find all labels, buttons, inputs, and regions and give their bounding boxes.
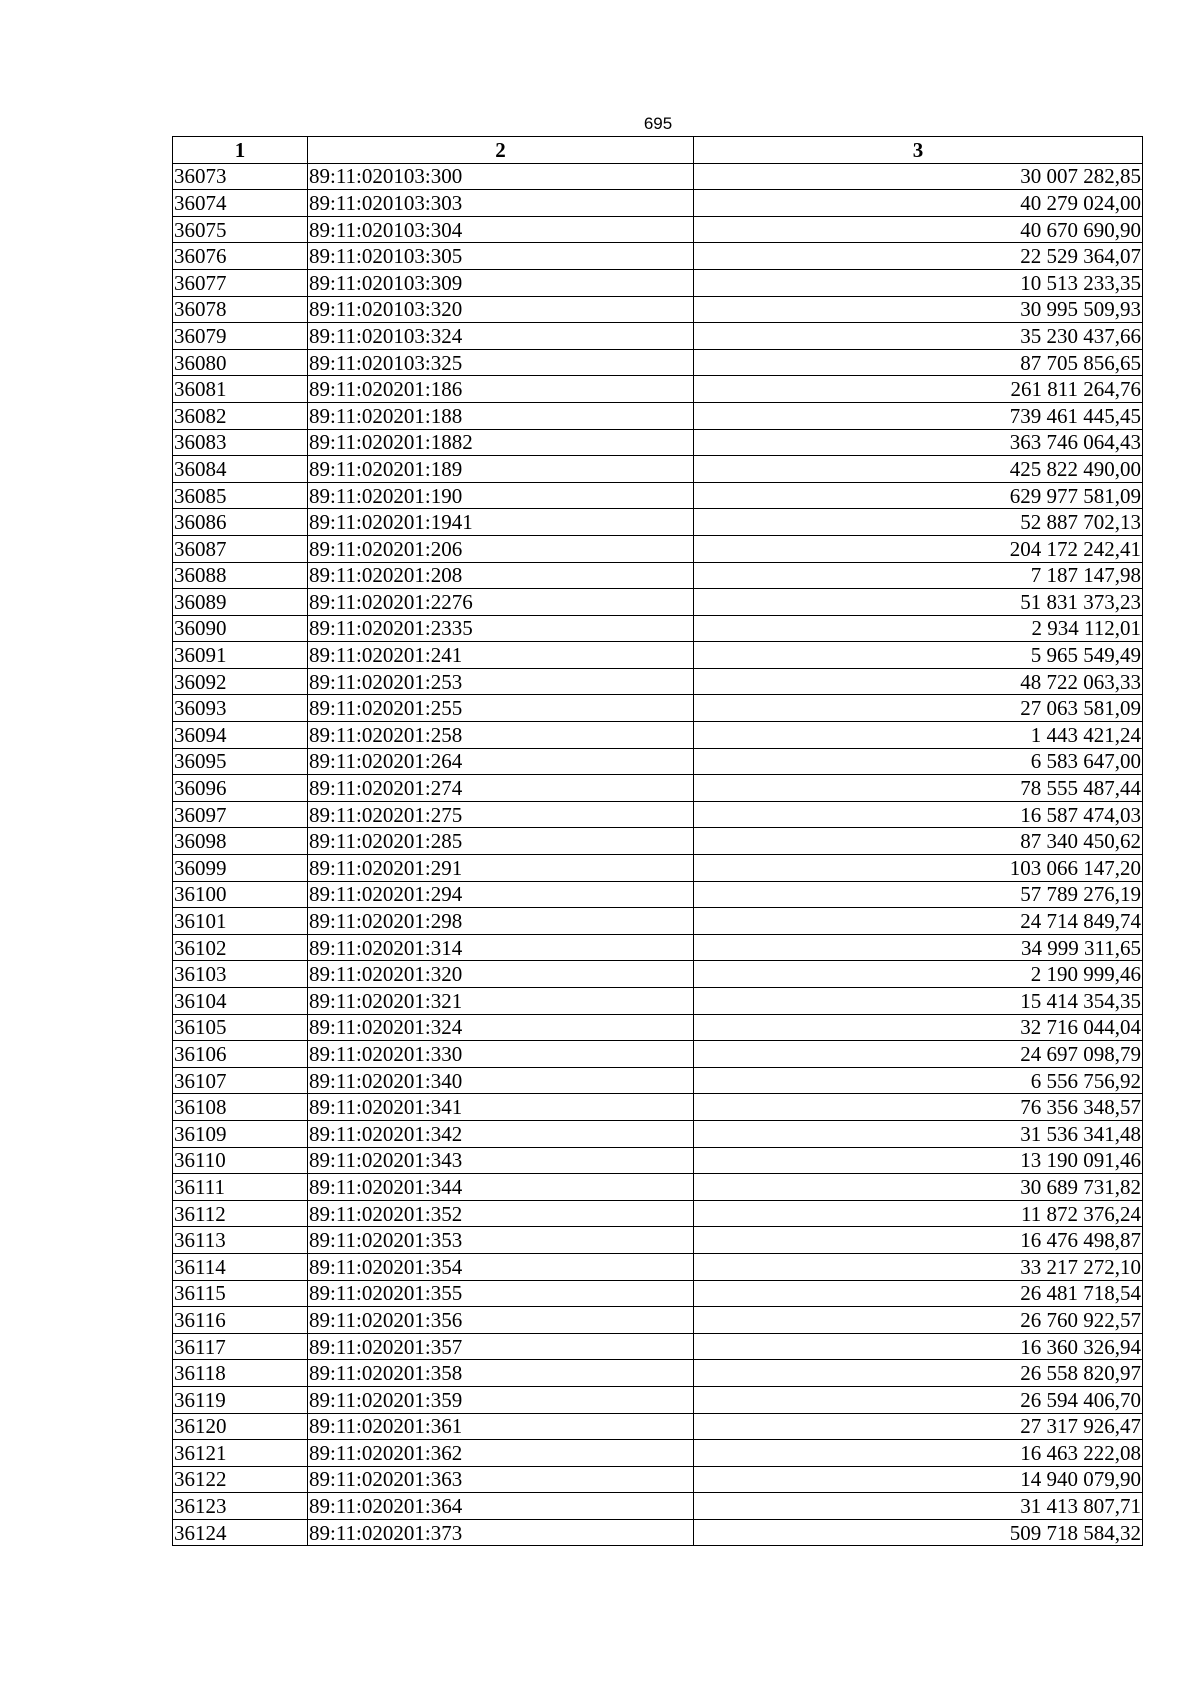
cadastral-number-cell: 89:11:020103:303 <box>308 190 694 217</box>
table-row <box>173 429 1143 456</box>
value-cell: 2 190 999,46 <box>694 961 1143 988</box>
row-number-cell: 36096 <box>173 775 308 802</box>
value-cell: 27 063 581,09 <box>694 695 1143 722</box>
row-number-cell: 36089 <box>173 589 308 616</box>
value-cell: 16 360 326,94 <box>694 1333 1143 1360</box>
table-row <box>173 881 1143 908</box>
value-cell: 40 670 690,90 <box>694 216 1143 243</box>
table-row <box>173 1174 1143 1201</box>
cadastral-number-cell: 89:11:020201:343 <box>308 1147 694 1174</box>
table-row <box>173 1440 1143 1467</box>
table-row <box>173 1413 1143 1440</box>
cadastral-number-cell: 89:11:020201:359 <box>308 1386 694 1413</box>
value-cell: 22 529 364,07 <box>694 243 1143 270</box>
cadastral-number-cell: 89:11:020201:364 <box>308 1493 694 1520</box>
row-number-cell: 36086 <box>173 509 308 536</box>
row-number-cell: 36122 <box>173 1466 308 1493</box>
table-row <box>173 988 1143 1015</box>
cadastral-number-cell: 89:11:020103:300 <box>308 163 694 190</box>
table-row <box>173 695 1143 722</box>
table-row <box>173 216 1143 243</box>
registry-table <box>172 136 1143 1546</box>
value-cell: 34 999 311,65 <box>694 934 1143 961</box>
cadastral-number-cell: 89:11:020201:255 <box>308 695 694 722</box>
cadastral-number-cell: 89:11:020201:356 <box>308 1307 694 1334</box>
table-row <box>173 376 1143 403</box>
cadastral-number-cell: 89:11:020201:362 <box>308 1440 694 1467</box>
table-row <box>173 269 1143 296</box>
row-number-cell: 36079 <box>173 323 308 350</box>
table-row <box>173 1067 1143 1094</box>
table-row <box>173 615 1143 642</box>
table-row <box>173 1493 1143 1520</box>
value-cell: 32 716 044,04 <box>694 1014 1143 1041</box>
row-number-cell: 36118 <box>173 1360 308 1387</box>
value-cell: 6 583 647,00 <box>694 748 1143 775</box>
table-row <box>173 1333 1143 1360</box>
cadastral-number-cell: 89:11:020201:189 <box>308 456 694 483</box>
row-number-cell: 36092 <box>173 668 308 695</box>
value-cell: 87 705 856,65 <box>694 349 1143 376</box>
table-row <box>173 190 1143 217</box>
table-row <box>173 908 1143 935</box>
cadastral-number-cell: 89:11:020103:309 <box>308 269 694 296</box>
table-row <box>173 402 1143 429</box>
cadastral-number-cell: 89:11:020103:324 <box>308 323 694 350</box>
row-number-cell: 36084 <box>173 456 308 483</box>
cadastral-number-cell: 89:11:020201:354 <box>308 1253 694 1280</box>
value-cell: 16 587 474,03 <box>694 801 1143 828</box>
value-cell: 14 940 079,90 <box>694 1466 1143 1493</box>
table-body <box>173 163 1143 1546</box>
row-number-cell: 36120 <box>173 1413 308 1440</box>
row-number-cell: 36107 <box>173 1067 308 1094</box>
row-number-cell: 36101 <box>173 908 308 935</box>
value-cell: 363 746 064,43 <box>694 429 1143 456</box>
cadastral-number-cell: 89:11:020201:363 <box>308 1466 694 1493</box>
row-number-cell: 36121 <box>173 1440 308 1467</box>
value-cell: 10 513 233,35 <box>694 269 1143 296</box>
row-number-cell: 36100 <box>173 881 308 908</box>
value-cell: 30 007 282,85 <box>694 163 1143 190</box>
table-row <box>173 722 1143 749</box>
value-cell: 24 697 098,79 <box>694 1041 1143 1068</box>
cadastral-number-cell: 89:11:020201:361 <box>308 1413 694 1440</box>
table-row <box>173 1014 1143 1041</box>
table-row <box>173 323 1143 350</box>
value-cell: 30 995 509,93 <box>694 296 1143 323</box>
cadastral-number-cell: 89:11:020201:353 <box>308 1227 694 1254</box>
cadastral-number-cell: 89:11:020201:275 <box>308 801 694 828</box>
cadastral-number-cell: 89:11:020201:298 <box>308 908 694 935</box>
row-number-cell: 36109 <box>173 1120 308 1147</box>
value-cell: 16 463 222,08 <box>694 1440 1143 1467</box>
cadastral-number-cell: 89:11:020201:342 <box>308 1120 694 1147</box>
value-cell: 27 317 926,47 <box>694 1413 1143 1440</box>
cadastral-number-cell: 89:11:020103:305 <box>308 243 694 270</box>
row-number-cell: 36111 <box>173 1174 308 1201</box>
row-number-cell: 36083 <box>173 429 308 456</box>
table-row <box>173 482 1143 509</box>
value-cell: 425 822 490,00 <box>694 456 1143 483</box>
row-number-cell: 36117 <box>173 1333 308 1360</box>
row-number-cell: 36108 <box>173 1094 308 1121</box>
row-number-cell: 36075 <box>173 216 308 243</box>
value-cell: 40 279 024,00 <box>694 190 1143 217</box>
value-cell: 7 187 147,98 <box>694 562 1143 589</box>
table-row <box>173 1466 1143 1493</box>
table-row <box>173 1120 1143 1147</box>
value-cell: 6 556 756,92 <box>694 1067 1143 1094</box>
value-cell: 5 965 549,49 <box>694 642 1143 669</box>
cadastral-number-cell: 89:11:020201:355 <box>308 1280 694 1307</box>
cadastral-number-cell: 89:11:020201:241 <box>308 642 694 669</box>
value-cell: 31 413 807,71 <box>694 1493 1143 1520</box>
table-row <box>173 668 1143 695</box>
value-cell: 52 887 702,13 <box>694 509 1143 536</box>
table-row <box>173 589 1143 616</box>
cadastral-number-cell: 89:11:020201:2276 <box>308 589 694 616</box>
table-row <box>173 456 1143 483</box>
value-cell: 57 789 276,19 <box>694 881 1143 908</box>
cadastral-number-cell: 89:11:020201:294 <box>308 881 694 908</box>
row-number-cell: 36114 <box>173 1253 308 1280</box>
cadastral-number-cell: 89:11:020201:208 <box>308 562 694 589</box>
table-row <box>173 775 1143 802</box>
table-row <box>173 642 1143 669</box>
value-cell: 33 217 272,10 <box>694 1253 1143 1280</box>
cadastral-number-cell: 89:11:020201:264 <box>308 748 694 775</box>
row-number-cell: 36112 <box>173 1200 308 1227</box>
table-row <box>173 535 1143 562</box>
value-cell: 2 934 112,01 <box>694 615 1143 642</box>
row-number-cell: 36113 <box>173 1227 308 1254</box>
header-row <box>173 137 1143 164</box>
table-row <box>173 1041 1143 1068</box>
row-number-cell: 36110 <box>173 1147 308 1174</box>
cadastral-number-cell: 89:11:020201:330 <box>308 1041 694 1068</box>
row-number-cell: 36076 <box>173 243 308 270</box>
row-number-cell: 36099 <box>173 855 308 882</box>
table-row <box>173 1386 1143 1413</box>
cadastral-number-cell: 89:11:020201:186 <box>308 376 694 403</box>
cadastral-number-cell: 89:11:020201:253 <box>308 668 694 695</box>
row-number-cell: 36087 <box>173 535 308 562</box>
row-number-cell: 36082 <box>173 402 308 429</box>
row-number-cell: 36103 <box>173 961 308 988</box>
cadastral-number-cell: 89:11:020201:291 <box>308 855 694 882</box>
cadastral-number-cell: 89:11:020201:341 <box>308 1094 694 1121</box>
table-row <box>173 1200 1143 1227</box>
table-row <box>173 828 1143 855</box>
value-cell: 26 481 718,54 <box>694 1280 1143 1307</box>
row-number-cell: 36081 <box>173 376 308 403</box>
cadastral-number-cell: 89:11:020201:314 <box>308 934 694 961</box>
table-row <box>173 163 1143 190</box>
table-row <box>173 1519 1143 1546</box>
value-cell: 26 760 922,57 <box>694 1307 1143 1334</box>
cadastral-number-cell: 89:11:020201:352 <box>308 1200 694 1227</box>
row-number-cell: 36115 <box>173 1280 308 1307</box>
row-number-cell: 36073 <box>173 163 308 190</box>
cadastral-number-cell: 89:11:020201:357 <box>308 1333 694 1360</box>
row-number-cell: 36074 <box>173 190 308 217</box>
row-number-cell: 36094 <box>173 722 308 749</box>
table-row <box>173 961 1143 988</box>
table-row <box>173 1147 1143 1174</box>
cadastral-number-cell: 89:11:020201:285 <box>308 828 694 855</box>
cadastral-number-cell: 89:11:020201:1941 <box>308 509 694 536</box>
row-number-cell: 36095 <box>173 748 308 775</box>
value-cell: 261 811 264,76 <box>694 376 1143 403</box>
table-row <box>173 349 1143 376</box>
value-cell: 26 594 406,70 <box>694 1386 1143 1413</box>
cadastral-number-cell: 89:11:020201:258 <box>308 722 694 749</box>
cadastral-number-cell: 89:11:020201:1882 <box>308 429 694 456</box>
value-cell: 1 443 421,24 <box>694 722 1143 749</box>
value-cell: 35 230 437,66 <box>694 323 1143 350</box>
row-number-cell: 36088 <box>173 562 308 589</box>
row-number-cell: 36105 <box>173 1014 308 1041</box>
row-number-cell: 36093 <box>173 695 308 722</box>
table-row <box>173 243 1143 270</box>
row-number-cell: 36097 <box>173 801 308 828</box>
cadastral-number-cell: 89:11:020201:344 <box>308 1174 694 1201</box>
value-cell: 51 831 373,23 <box>694 589 1143 616</box>
page-number: 695 <box>643 114 673 133</box>
value-cell: 204 172 242,41 <box>694 535 1143 562</box>
value-cell: 30 689 731,82 <box>694 1174 1143 1201</box>
column-header-3: 3 <box>694 137 1143 164</box>
cadastral-number-cell: 89:11:020201:190 <box>308 482 694 509</box>
cadastral-number-cell: 89:11:020201:373 <box>308 1519 694 1546</box>
value-cell: 87 340 450,62 <box>694 828 1143 855</box>
cadastral-number-cell: 89:11:020201:2335 <box>308 615 694 642</box>
value-cell: 24 714 849,74 <box>694 908 1143 935</box>
value-cell: 11 872 376,24 <box>694 1200 1143 1227</box>
cadastral-number-cell: 89:11:020103:304 <box>308 216 694 243</box>
cadastral-number-cell: 89:11:020103:320 <box>308 296 694 323</box>
row-number-cell: 36077 <box>173 269 308 296</box>
cadastral-number-cell: 89:11:020201:358 <box>308 1360 694 1387</box>
row-number-cell: 36124 <box>173 1519 308 1546</box>
table-row <box>173 1253 1143 1280</box>
row-number-cell: 36104 <box>173 988 308 1015</box>
value-cell: 78 555 487,44 <box>694 775 1143 802</box>
value-cell: 31 536 341,48 <box>694 1120 1143 1147</box>
row-number-cell: 36080 <box>173 349 308 376</box>
value-cell: 103 066 147,20 <box>694 855 1143 882</box>
column-header-2: 2 <box>308 137 694 164</box>
table-row <box>173 1360 1143 1387</box>
value-cell: 739 461 445,45 <box>694 402 1143 429</box>
value-cell: 13 190 091,46 <box>694 1147 1143 1174</box>
row-number-cell: 36090 <box>173 615 308 642</box>
value-cell: 15 414 354,35 <box>694 988 1143 1015</box>
table-row <box>173 1307 1143 1334</box>
table-row <box>173 296 1143 323</box>
cadastral-number-cell: 89:11:020201:321 <box>308 988 694 1015</box>
cadastral-number-cell: 89:11:020201:274 <box>308 775 694 802</box>
row-number-cell: 36102 <box>173 934 308 961</box>
value-cell: 629 977 581,09 <box>694 482 1143 509</box>
table-row <box>173 855 1143 882</box>
table-row <box>173 1094 1143 1121</box>
row-number-cell: 36119 <box>173 1386 308 1413</box>
column-header-1: 1 <box>173 137 308 164</box>
row-number-cell: 36116 <box>173 1307 308 1334</box>
table-row <box>173 509 1143 536</box>
row-number-cell: 36091 <box>173 642 308 669</box>
table-header <box>173 137 1143 164</box>
value-cell: 16 476 498,87 <box>694 1227 1143 1254</box>
cadastral-number-cell: 89:11:020201:324 <box>308 1014 694 1041</box>
table-row <box>173 801 1143 828</box>
row-number-cell: 36098 <box>173 828 308 855</box>
row-number-cell: 36078 <box>173 296 308 323</box>
table-row <box>173 1280 1143 1307</box>
table-row <box>173 748 1143 775</box>
table-row <box>173 1227 1143 1254</box>
value-cell: 76 356 348,57 <box>694 1094 1143 1121</box>
row-number-cell: 36085 <box>173 482 308 509</box>
row-number-cell: 36106 <box>173 1041 308 1068</box>
row-number-cell: 36123 <box>173 1493 308 1520</box>
cadastral-number-cell: 89:11:020201:320 <box>308 961 694 988</box>
table-row <box>173 934 1143 961</box>
table-row <box>173 562 1143 589</box>
cadastral-number-cell: 89:11:020201:340 <box>308 1067 694 1094</box>
value-cell: 48 722 063,33 <box>694 668 1143 695</box>
value-cell: 26 558 820,97 <box>694 1360 1143 1387</box>
cadastral-number-cell: 89:11:020201:206 <box>308 535 694 562</box>
value-cell: 509 718 584,32 <box>694 1519 1143 1546</box>
cadastral-number-cell: 89:11:020103:325 <box>308 349 694 376</box>
cadastral-number-cell: 89:11:020201:188 <box>308 402 694 429</box>
